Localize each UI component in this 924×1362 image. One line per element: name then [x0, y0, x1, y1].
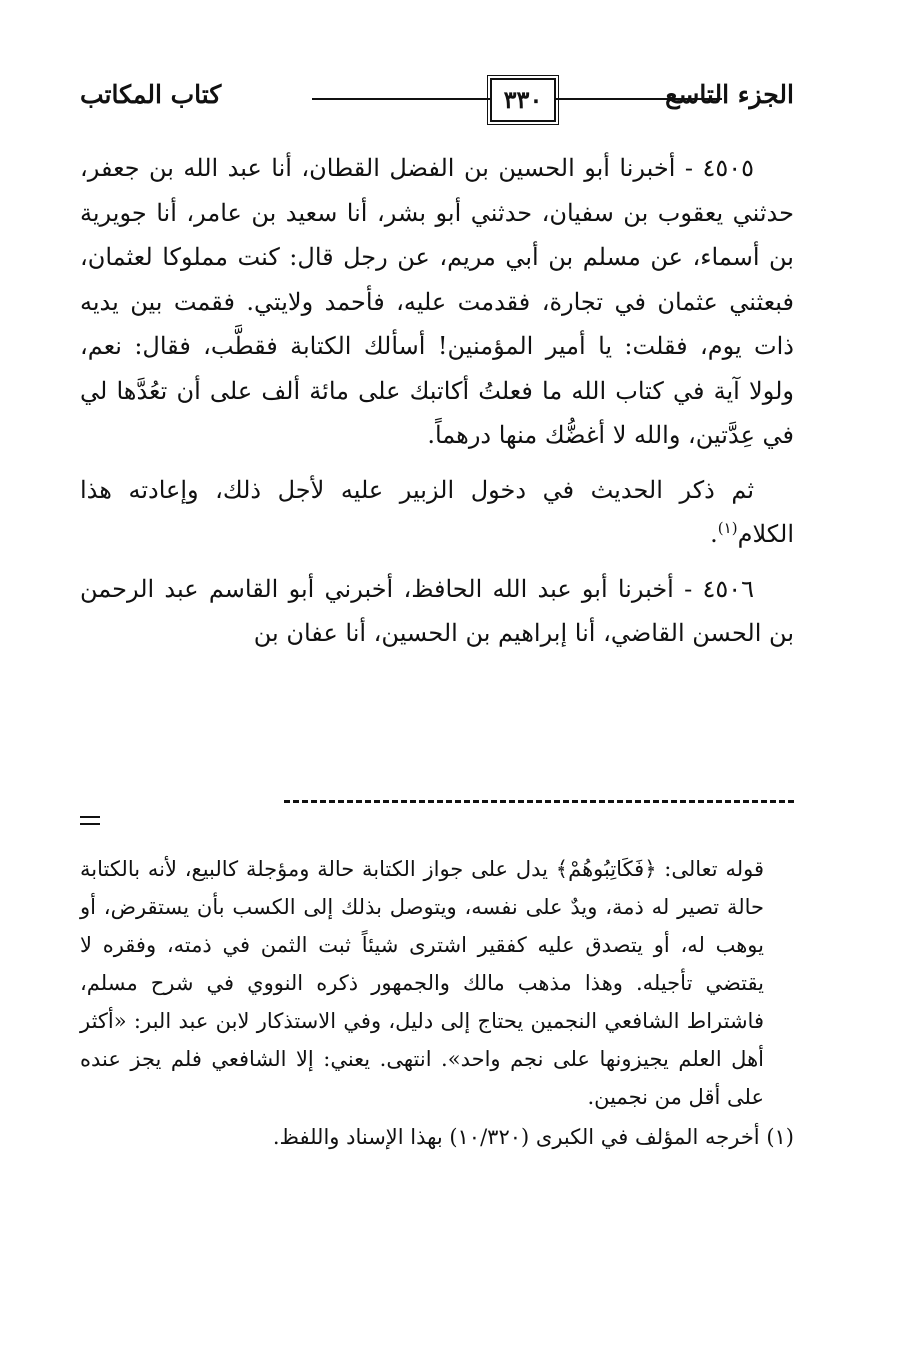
- page-header: [80, 74, 794, 120]
- header-rule-left: [312, 98, 490, 100]
- narration-note: [80, 468, 794, 557]
- volume-label: الجزء التاسع: [665, 80, 794, 109]
- equals-mark: [80, 816, 100, 830]
- dashed-rule: [284, 800, 794, 803]
- footnote-1: (١) أخرجه المؤلف في الكبرى (١٠/٣٢٠) بهذا الإسناد واللفظ.: [272, 1125, 794, 1149]
- narration-text: ثم ذكر الحديث في دخول الزبير عليه لأجل ذلك، وإعادته هذا الكلام: [80, 475, 794, 548]
- hadith-4505: ٤٥٠٥ - أخبرنا أبو الحسين بن الفضل القطان، أنا عبد الله بن جعفر، حدثني يعقوب بن سفيان، حدثني أبو بشر، أنا سعيد بن عامر، أنا جويرية بن أسماء، عن مسلم بن أبي مريم، عن رجل قال: كنت مملوكا لعثمان، فبعثني عثمان في تجارة، فقدمت عليه، فأحمد ولايتي. فقمت بين يديه ذات يوم، فقلت: يا أمير المؤمنين! أسألك الكتابة فقطَّب، فقال: نعم، ولولا آية في كتاب الله ما فعلتُ أكاتبك على مائة ألف على أن تعُدَّها لي في عِدَّتين، والله لا أغضُّك منها درهماً.: [80, 154, 794, 449]
- paragraph-end: .: [710, 520, 718, 548]
- header-rule-right: [556, 98, 722, 100]
- main-text: [80, 146, 794, 656]
- page-number: ٣٣٠: [490, 78, 556, 122]
- footnote-marker: (١): [717, 519, 738, 537]
- hadith-4506: ٤٥٠٦ - أخبرنا أبو عبد الله الحافظ، أخبرني أبو القاسم عبد الرحمن بن الحسن القاضي، أنا إبراهيم بن الحسين، أنا عفان بن: [80, 574, 794, 647]
- commentary-text: قوله تعالى: ﴿فَكَاتِبُوهُمْ﴾ يدل على جواز الكتابة حالة ومؤجلة كالبيع، لأنه بالكتابة حالة تصير له ذمة، ويدٌ على نفسه، ويتوصل بذلك إلى الكسب بأن يستقرض، أو يوهب له، أو يتصدق عليه كفقير اشترى شيئاً ثبت الثمن في ذمته، وفقره لا يقتضي تأجيله. وهذا مذهب مالك والجمهور ذكره النووي في شرح مسلم، فاشتراط الشافعي النجمين يحتاج إلى دليل، وفي الاستذكار لابن عبد البر: «أكثر أهل العلم يجيزونها على نجم واحد». انتهى. يعني: إلا الشافعي فلم يجز عنده على أقل من نجمين.: [80, 857, 765, 1109]
- footnotes-area: [80, 850, 794, 1156]
- footnote-separator: [80, 800, 794, 830]
- book-title: كتاب المكاتب: [80, 80, 222, 109]
